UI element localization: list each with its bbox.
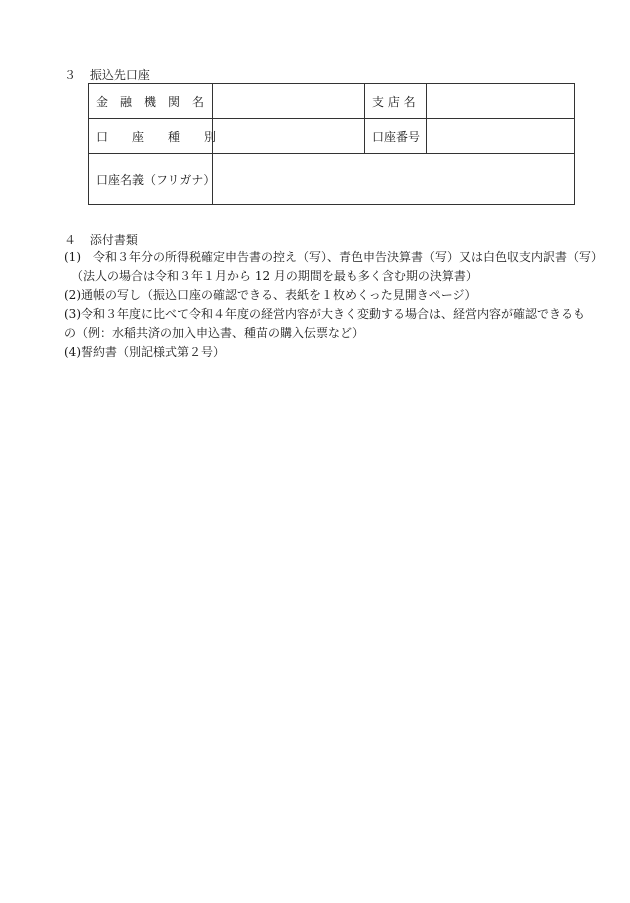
- section-3-heading: [64, 66, 150, 83]
- section-4-title: 添付書類: [89, 233, 138, 247]
- bank-name-field[interactable]: [213, 84, 365, 119]
- account-number-field[interactable]: [427, 119, 575, 154]
- bank-name-label: 金 融 機 関 名: [89, 84, 213, 119]
- table-row: [89, 84, 575, 119]
- section-4-heading: [64, 231, 138, 248]
- list-item: (1) 令和３年分の所得税確定申告書の控え（写）、青色申告決算書（写）又は白色収支内訳書（写）: [64, 250, 604, 264]
- list-item: の（例：水稲共済の加入申込書、種苗の購入伝票など）: [64, 326, 365, 340]
- account-type-field[interactable]: [213, 119, 365, 154]
- list-item: (2)通帳の写し（振込口座の確認できる、表紙を１枚めくった見開きページ）: [64, 288, 477, 302]
- table-row: [89, 154, 575, 205]
- account-number-label: 口座番号: [365, 119, 427, 154]
- branch-field[interactable]: [427, 84, 575, 119]
- section-3-number: ３: [64, 68, 77, 82]
- table-row: [89, 119, 575, 154]
- list-item: (4)誓約書（別記様式第２号）: [64, 345, 225, 359]
- section-3-title: 振込先口座: [89, 68, 150, 82]
- attachment-list: [64, 248, 604, 362]
- account-holder-field[interactable]: [213, 154, 575, 205]
- list-item: (3)令和３年度に比べて令和４年度の経営内容が大きく変動する場合は、経営内容が確認できるも: [64, 307, 586, 321]
- branch-label: 支 店 名: [365, 84, 427, 119]
- section-4-number: ４: [64, 233, 77, 247]
- account-holder-label: 口座名義（フリガナ）: [89, 154, 213, 205]
- bank-account-table: [88, 83, 575, 205]
- account-type-label: 口 座 種 別: [89, 119, 213, 154]
- list-item: （法人の場合は令和３年１月から 12 月の期間を最も多く含む期の決算書）: [71, 269, 478, 283]
